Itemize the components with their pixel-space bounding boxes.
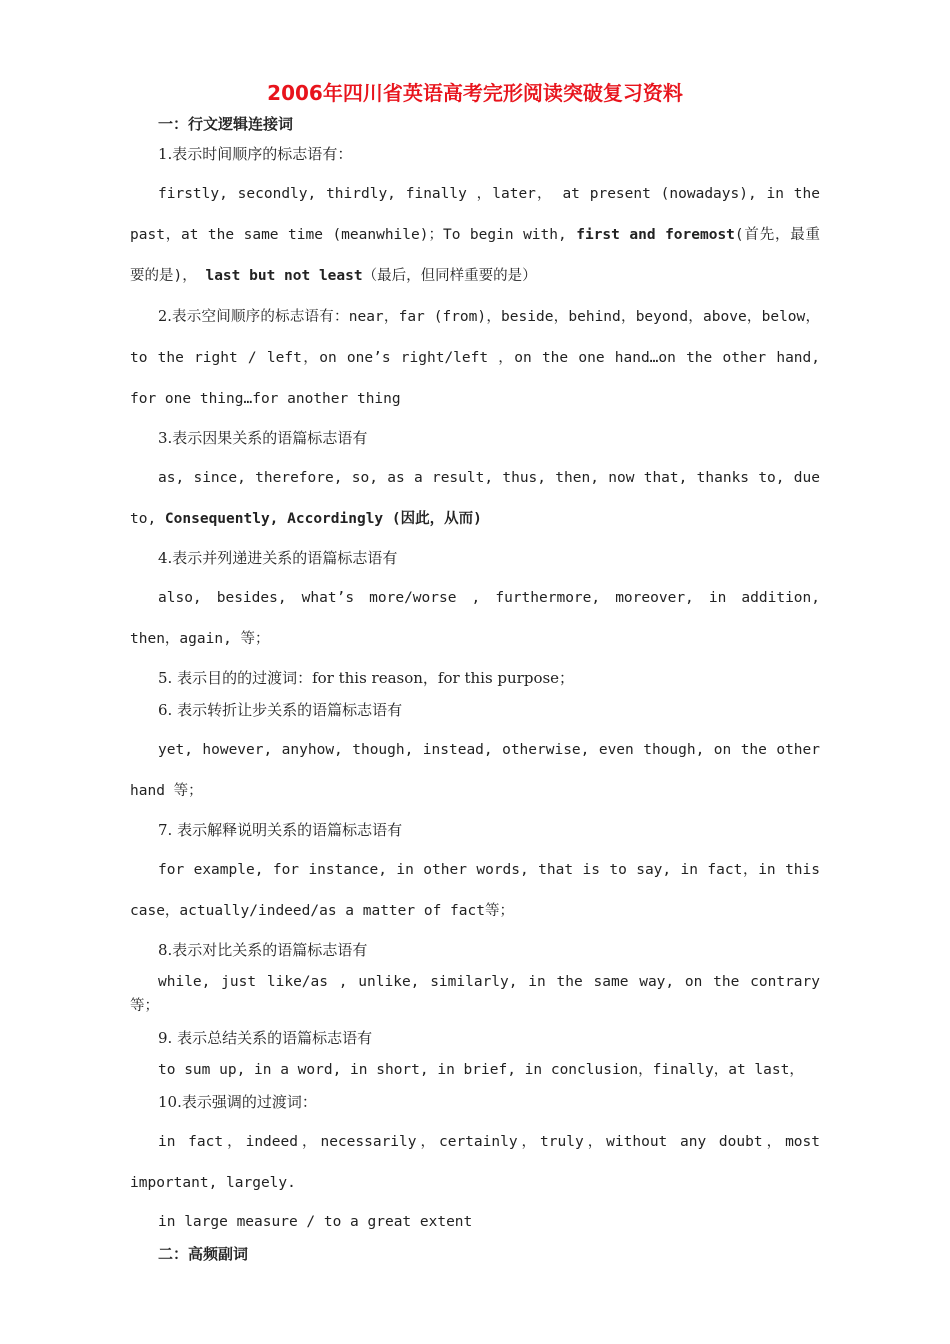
document-page bbox=[130, 78, 820, 1272]
section-heading-1: 一：行文逻辑连接词 bbox=[158, 115, 294, 133]
item-body-7: for example, for instance, in other words, that is to say, in fact，in this case，actually/indeed/as a matter of fact等； bbox=[130, 862, 820, 919]
item-body-1: firstly, secondly, thirdly, finally ，later， at present (nowadays), in the past，at the same time (meanwhile)；To begin with, first and foremost(首先，最重要的是)， last but not least（最后，但同样重要的是） bbox=[130, 186, 820, 284]
item-body-10: in fact，indeed，necessarily，certainly，truly，without any doubt，most important, largely. bbox=[130, 1134, 820, 1191]
item-body-9: to sum up, in a word, in short, in brief, in conclusion，finally，at last， bbox=[158, 1062, 804, 1078]
item-body-3: as, since, therefore, so, as a result, thus, then, now that, thanks to, due to, Consequently, Accordingly (因此，从而) bbox=[130, 470, 820, 527]
item-heading-8: 8.表示对比关系的语篇标志语有 bbox=[158, 941, 368, 959]
item-body-2: 2.表示空间顺序的标志语有：near，far (from)，beside，behind，beyond，above，below，to the right / left，on one’s right/left ，on the one hand…on the other hand, for one thing…for another thing bbox=[130, 309, 820, 407]
item-heading-4: 4.表示并列递进关系的语篇标志语有 bbox=[158, 549, 398, 567]
item-heading-7: 7. 表示解释说明关系的语篇标志语有 bbox=[158, 821, 403, 839]
item-heading-1: 1.表示时间顺序的标志语有： bbox=[158, 145, 353, 163]
item-heading-9: 9. 表示总结关系的语篇标志语有 bbox=[158, 1029, 373, 1047]
item-heading-3: 3.表示因果关系的语篇标志语有 bbox=[158, 429, 368, 447]
item-body-6: yet, however, anyhow, though, instead, otherwise, even though, on the other hand 等； bbox=[130, 742, 820, 799]
item-heading-6: 6. 表示转折让步关系的语篇标志语有 bbox=[158, 701, 403, 719]
item-heading-10: 10.表示强调的过渡词： bbox=[158, 1093, 317, 1111]
item-body-10-extra: in large measure / to a great extent bbox=[158, 1214, 473, 1230]
item-body-4: also, besides, what’s more/worse , furthermore, moreover, in addition, then，again, 等； bbox=[130, 590, 820, 647]
item-body-8: while, just like/as , unlike, similarly, in the same way, on the contrary 等； bbox=[130, 974, 820, 1014]
section-heading-2: 二：高频副词 bbox=[158, 1245, 249, 1263]
item-heading-5: 5. 表示目的的过渡词：for this reason，for this purpose； bbox=[158, 669, 575, 687]
item-heading-2-inline: 2.表示空间顺序的标志语有： bbox=[158, 309, 349, 325]
page-title: 2006年四川省英语高考完形阅读突破复习资料 bbox=[267, 81, 683, 105]
